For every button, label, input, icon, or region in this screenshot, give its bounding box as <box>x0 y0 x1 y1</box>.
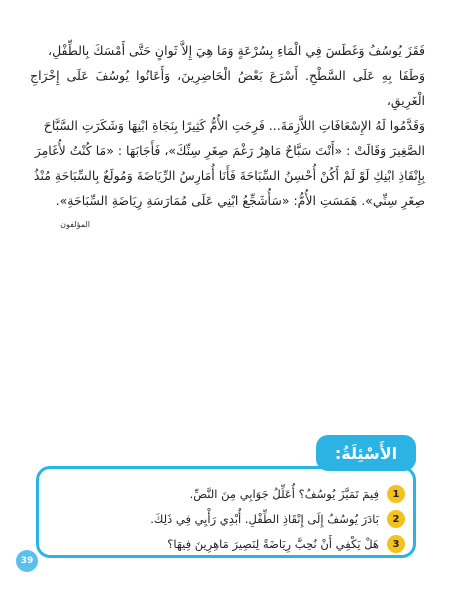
questions-box <box>36 466 416 558</box>
story-passage <box>30 38 425 213</box>
passage-line: وَطَفَا بِهِ عَلَى السَّطْحِ. أَسْرَعَ بَعْضُ الْحَاضِرِينَ، وَأَعَانُوا يُوسُفَ عَلَى إِخْرَاجِ الْغَرِيقِ، <box>30 68 425 108</box>
passage-line: بِإِنْقَاذِ ابْنِكِ لَوْ لَمْ أَكُنْ أُحْسِنُ السِّبَاحَةَ فَأَنَا أُمَارِسُ الرِّيَاضَةَ وَمُولَعٌ بِالسِّبَاحَةِ مُنْذُ <box>33 168 425 183</box>
question-item <box>50 508 405 530</box>
questions-title-tab <box>316 435 416 471</box>
question-text: بَادَرَ يُوسُفُ إِلَى إِنْقَاذِ الطِّفْلِ. أُبْدِي رَأْيِي فِي ذَلِكَ. <box>150 512 379 526</box>
passage-line: الصَّغِيرَ وَقَالَتْ : «أَنْتَ سَبَّاحٌ مَاهِرٌ رَغْمَ صِغَرِ سِنِّكَ»، فَأَجَابَهَا : «مَا كُنْتُ لأُغَامِرَ <box>34 143 425 158</box>
question-item <box>50 483 405 505</box>
question-text: هَلْ يَكْفِي أَنْ نُحِبَّ رِيَاضَةً لِنَصِيرَ مَاهِرِينَ فِيهَا؟ <box>167 537 379 551</box>
question-number-badge: 1 <box>387 485 405 503</box>
question-number-badge: 3 <box>387 535 405 553</box>
question-number-badge: 2 <box>387 510 405 528</box>
passage-line: فَقَزَ يُوسُفُ وَغَطَسَ فِي الْمَاءِ بِسُرْعَةٍ وَمَا هِيَ إِلاَّ ثَوانٍ حَتَّى أَمْسَكَ بِالطِّفْلِ، <box>48 43 425 58</box>
author-credit: المؤلفون <box>60 220 90 229</box>
questions-title: الأَسْئِلَةُ: <box>334 443 398 463</box>
passage-line: صِغَرِ سِنِّي». هَمَسَتِ الأُمُّ: «سَأُشَجِّعُ ابْنِي عَلَى مُمَارَسَةِ رِيَاضَةِ السِّبَاحَةِ». <box>55 193 425 208</box>
passage-line: وَقَدَّمُوا لَهُ الإِسْعَافَاتِ اللاَّزِمَةَ... فَرِحَتِ الأُمُّ كَثِيرًا بِنَجَاةِ ابْنِهَا وَشَكَرَتِ السَّبَّاحَ <box>43 118 425 133</box>
question-text: فِيمَ تَمَيَّزَ يُوسُفُ؟ أُعَلِّلُ جَوَابِي مِنَ النَّصِّ. <box>189 487 379 501</box>
question-item <box>50 533 405 555</box>
page-number-badge: 39 <box>16 550 38 572</box>
